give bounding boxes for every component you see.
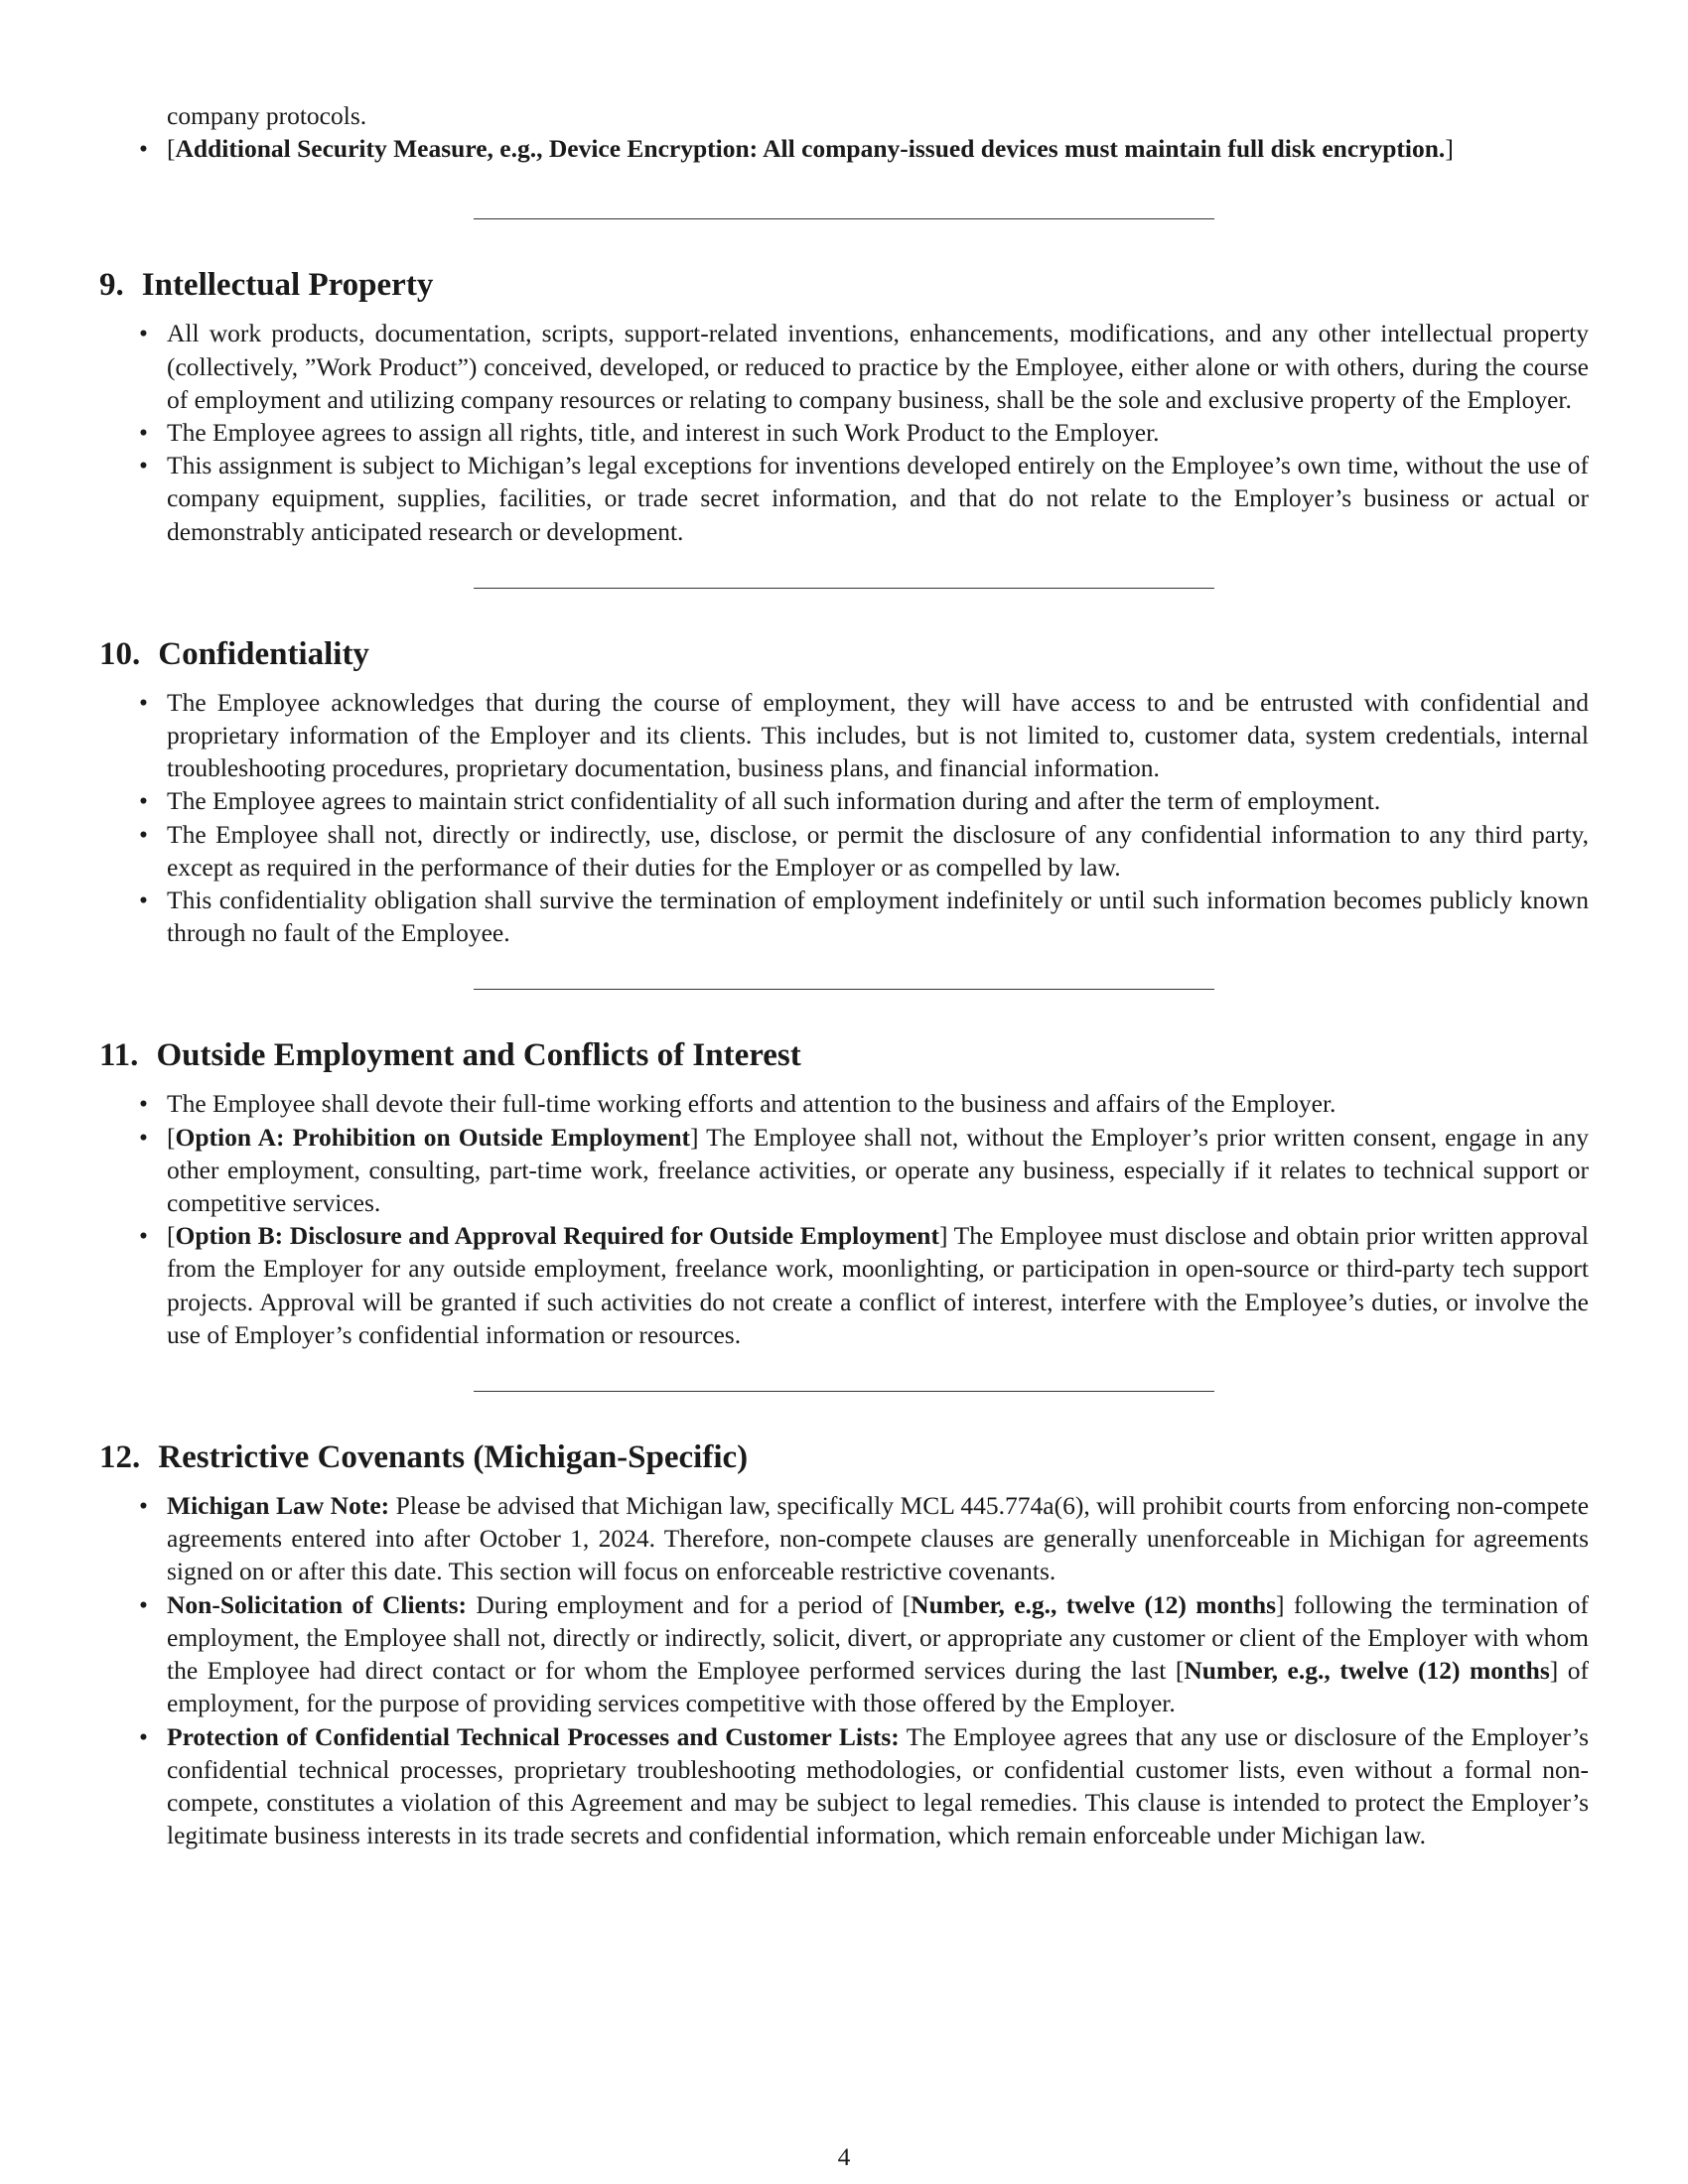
section-outside-employment <box>99 1035 1589 1351</box>
section-intellectual-property <box>99 265 1589 547</box>
list-item: • All work products, documentation, scripts, support-related inventions, enhancements, modifications, and any other intellectual property (collectively, ”Work Product”) conceived, developed, or reduced to practice by the Employee, either alone or with others, during the course of employment and utilizing company resources or relating to company business, shall be the sole and exclusive property of the Employer. <box>139 319 1589 414</box>
section-heading: 11. Outside Employment and Conflicts of Interest <box>99 1037 801 1074</box>
list-item: • The Employee shall not, directly or indirectly, use, disclose, or permit the disclosure of any confidential information to any third party, except as required in the performance of their duties for the Employer or as compelled by law. <box>139 819 1589 882</box>
list-item: • [Additional Security Measure, e.g., Device Encryption: All company-issued devices must maintain full disk encryption.] <box>139 134 1454 164</box>
section-confidentiality <box>99 634 1589 950</box>
section-heading: 12. Restrictive Covenants (Michigan-Specific) <box>99 1439 749 1476</box>
page-number: 4 <box>837 2142 851 2171</box>
list-item: • The Employee agrees to assign all rights, title, and interest in such Work Product to the Employer. <box>139 418 1160 448</box>
list-item: • The Employee acknowledges that during the course of employment, they will have access to and be entrusted with confidential and proprietary information of the Employer and its clients. This includes, but is not limited to, customer data, system credentials, internal troubleshooting procedures, proprietary documentation, business plans, and financial information. <box>139 687 1589 783</box>
list-item: • This assignment is subject to Michigan’s legal exceptions for inventions developed entirely on the Employee’s own time, without the use of company equipment, supplies, facilities, or trade secret information, and that do not relate to the Employer’s business or actual or demonstrably anticipated research or development. <box>139 451 1589 546</box>
list-item: • [Option B: Disclosure and Approval Required for Outside Employment] The Employee must disclose and obtain prior written approval from the Employer for any outside employment, freelance work, moonlighting, or participation in open-source or third-party tech support projects. Approval will be granted if such activities do not create a conflict of interest, interfere with the Employee’s duties, or involve the use of Employer’s confidential information or resources. <box>139 1221 1589 1349</box>
list-item: • The Employee shall devote their full-time working efforts and attention to the business and affairs of the Employer. <box>139 1089 1336 1119</box>
section-heading: 9. Intellectual Property <box>99 267 434 304</box>
list-item: • This confidentiality obligation shall survive the termination of employment indefinitely or until such information becomes publicly known through no fault of the Employee. <box>139 886 1589 948</box>
section-restrictive-covenants <box>99 1437 1589 1851</box>
section-heading: 10. Confidentiality <box>99 635 369 672</box>
page-content <box>99 99 1589 1851</box>
list-item: • Non-Solicitation of Clients: During employment and for a period of [Number, e.g., twelve (12) months] following the termination of employment, the Employee shall not, directly or indirectly, solicit, divert, or appropriate any customer or client of the Employer with whom the Employee had direct contact or for whom the Employee performed services during the last [Number, e.g., twelve (12) months] of employment, for the purpose of providing services competitive with those offered by the Employer. <box>139 1589 1589 1718</box>
list-item: • Michigan Law Note: Please be advised that Michigan law, specifically MCL 445.774a(6), will prohibit courts from enforcing non-compete agreements entered into after October 1, 2024. Therefore, non-compete clauses are generally unenforceable in Michigan for agreements signed on or after this date. This section will focus on enforceable restrictive covenants. <box>139 1491 1590 1586</box>
list-item: • Protection of Confidential Technical Processes and Customer Lists: The Employee agrees that any use or disclosure of the Employer’s confidential technical processes, proprietary troubleshooting methodologies, or confidential customer lists, even without a formal non-compete, constitutes a violation of this Agreement and may be subject to legal remedies. This clause is intended to protect the Employer’s legitimate business interests in its trade secrets and confidential information, which remain enforceable under Michigan law. <box>139 1721 1589 1850</box>
list-item: • [Option A: Prohibition on Outside Employment] The Employee shall not, without the Employer’s prior written consent, engage in any other employment, consulting, part-time work, freelance activities, or operate any business, especially if it relates to technical support or competitive services. <box>139 1122 1589 1218</box>
continued-text: company protocols. <box>167 101 367 130</box>
list-item: • The Employee agrees to maintain strict confidentiality of all such information during and after the term of employment. <box>139 786 1381 816</box>
security-list <box>99 132 1589 165</box>
